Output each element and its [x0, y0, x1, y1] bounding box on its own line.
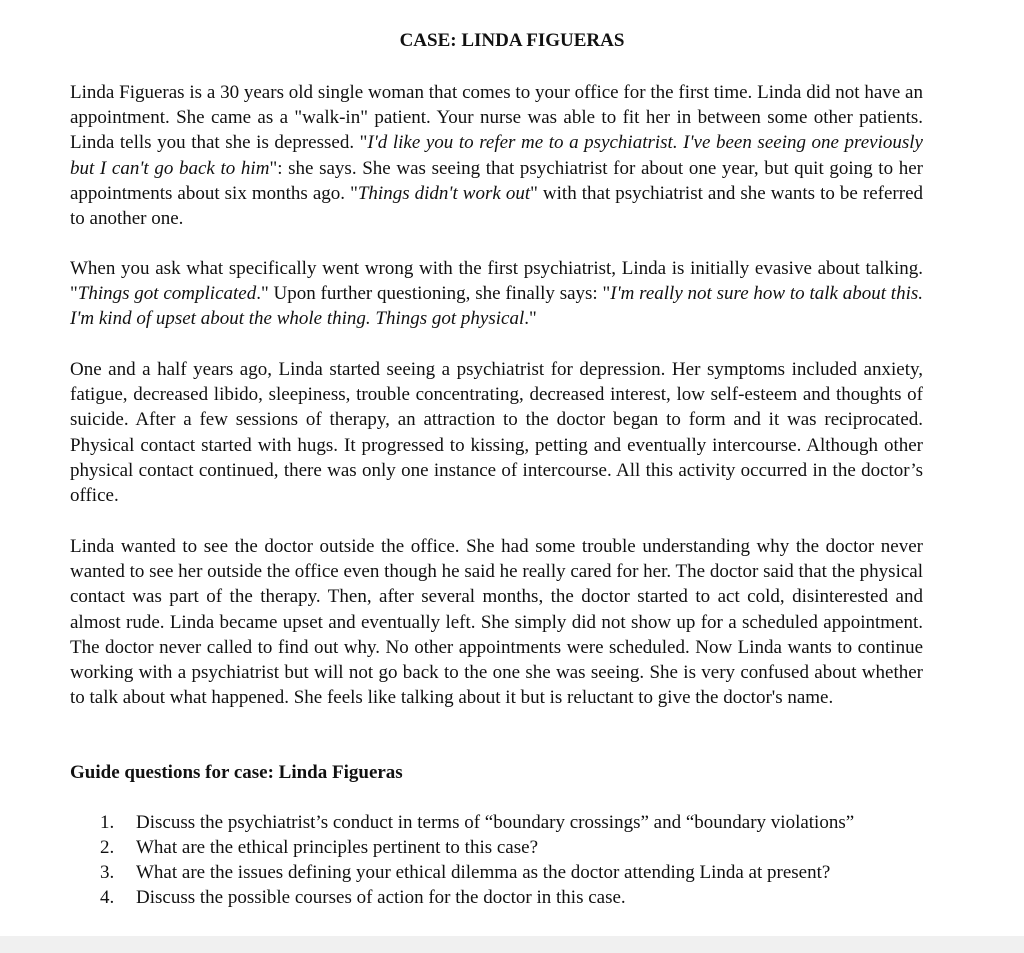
- paragraph-intro: [70, 80, 923, 231]
- italic-quote: Things got complicated: [77, 283, 257, 305]
- italic-quote: Things didn't work out: [357, 182, 531, 204]
- italic-quote: I'd like you to refer me to a psychiatrist. I've been seeing one previously but I can't go back to him: [70, 132, 923, 179]
- text-run: One and a half years ago, Linda started seeing a psychiatrist for depression. Her symptoms included anxiety, fatigue, decreased libido, sleepiness, trouble concentrating, decreased interest, low self-esteem and thoughts of suicide. After a few sessions of therapy, an attraction to the doctor began to form and it was reciprocated. Physical contact started with hugs. It progressed to kissing, petting and eventually intercourse. Although other physical contact continued, there was only one instance of intercourse. All this activity occurred in the doctor’s office.: [70, 359, 923, 507]
- guide-question: [100, 835, 923, 860]
- viewer-bottom-strip: [0, 936, 1024, 953]
- text-run: " with that psychiatrist and she wants to be referred to another one.: [70, 182, 924, 230]
- text-run: When you ask what specifically went wrong with the first psychiatrist, Linda is initially evasive about talking. ": [70, 258, 923, 305]
- guide-question: [100, 860, 923, 885]
- guide-question: [100, 810, 923, 835]
- question-number: 3.: [100, 862, 115, 883]
- question-text: What are the ethical principles pertinent to this case?: [136, 837, 538, 858]
- question-text: Discuss the possible courses of action for the doctor in this case.: [136, 887, 626, 908]
- paragraph-outcome: [70, 534, 923, 710]
- paragraph-evasive: [70, 256, 923, 332]
- paragraph-history: [70, 357, 923, 508]
- text-run: ": she says. She was seeing that psychiatrist for about one year, but quit going to her appointments about six months ago. ": [70, 157, 923, 204]
- question-number: 4.: [100, 887, 115, 908]
- text-run: Linda wanted to see the doctor outside the office. She had some trouble understanding why the doctor never wanted to see her outside the office even though he said he really cared for her. The doctor said that the physical contact was part of the therapy. Then, after several months, the doctor started to act cold, disinterested and almost rude. Linda became upset and eventually left. She simply did not show up for a scheduled appointment. The doctor never called to find out why. No other appointments were scheduled. Now Linda wants to continue working with a psychiatrist but will not go back to the one she was seeing. She is very confused about whether to talk about what happened. She feels like talking about it but is reluctant to give the doctor's name.: [70, 536, 923, 709]
- question-number: 1.: [100, 812, 115, 833]
- text-run: .": [524, 308, 537, 330]
- question-number: 2.: [100, 837, 115, 858]
- guide-question: [100, 885, 923, 910]
- text-run: ." Upon further questioning, she finally says: ": [256, 283, 611, 305]
- guide-question-list: [100, 810, 923, 910]
- guide-heading: Guide questions for case: Linda Figueras: [70, 762, 403, 783]
- question-text: Discuss the psychiatrist’s conduct in terms of “boundary crossings” and “boundary violations”: [136, 812, 855, 833]
- italic-quote: I'm really not sure how to talk about this. I'm kind of upset about the whole thing. Things got physical: [70, 283, 923, 330]
- text-run: Linda Figueras is a 30 years old single woman that comes to your office for the first time. Linda did not have an appointment. She came as a "walk-in" patient. Your nurse was able to fit her in between some other patients. Linda tells you that she is depressed. ": [70, 82, 923, 154]
- case-title: CASE: LINDA FIGUERAS: [399, 30, 625, 51]
- question-text: What are the issues defining your ethical dilemma as the doctor attending Linda at present?: [136, 862, 831, 883]
